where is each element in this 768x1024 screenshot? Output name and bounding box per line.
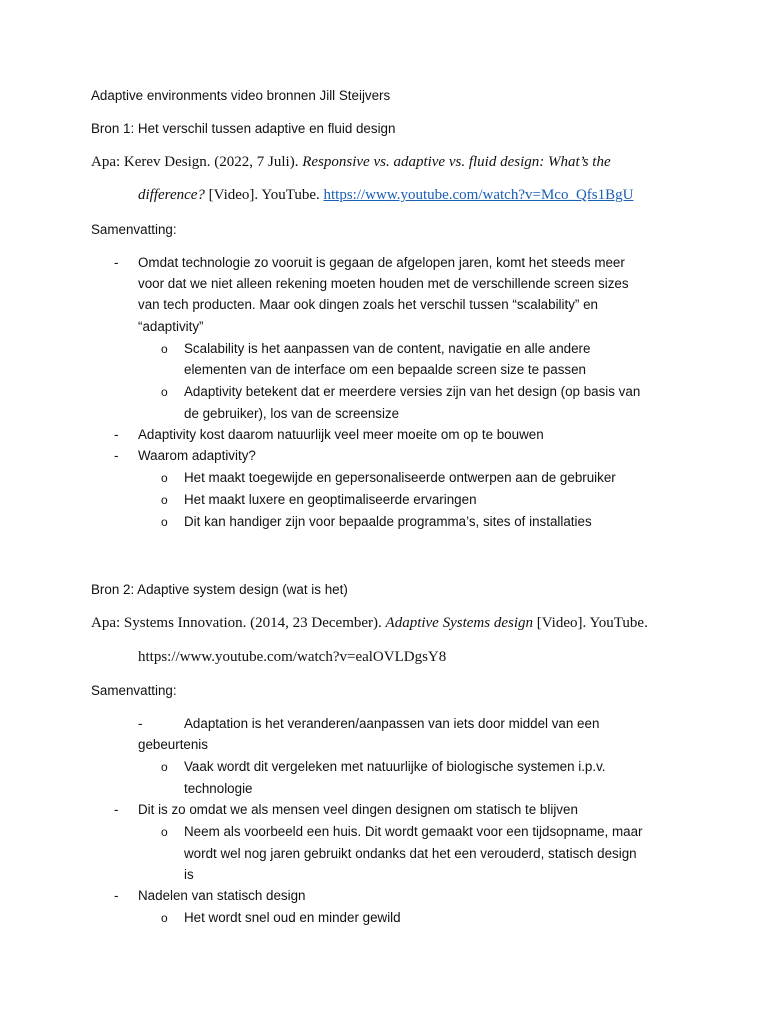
source1-bullet1-line4: “adaptivity” [138,319,204,334]
source2-sub2-line2: wordt wel nog jaren gebruikt ondanks dat het een verouderd, statisch design [184,846,637,861]
source1-sub3: Het maakt toegewijde en gepersonaliseerde ontwerpen aan de gebruiker [184,470,616,485]
bullet-marker: - [114,448,119,463]
source1-sub4: Het maakt luxere en geoptimaliseerde ervaringen [184,492,477,507]
source2-apa-title: Adaptive Systems design [385,615,533,631]
sub-bullet-marker: o [161,385,168,399]
source1-apa-line2 [138,186,633,204]
source1-bullet3: Waarom adaptivity? [138,448,256,463]
source2-video-url[interactable]: https://www.youtube.com/watch?v=ealOVLDgsY8 [138,649,447,665]
source1-apa-suffix: [Video]. YouTube. [204,187,324,203]
sub-bullet-marker: o [161,493,168,507]
bullet-marker: - [114,427,119,442]
source1-sub2-line2: de gebruiker), los van de screensize [184,406,400,421]
sub-bullet-marker: o [161,342,168,356]
source1-sub2-line1: Adaptivity betekent dat er meerdere versies zijn van het design (op basis van [184,384,641,399]
sub-bullet-marker: o [161,760,168,774]
bullet-marker: - [114,802,119,817]
source2-bullet1-line1: Adaptation is het veranderen/aanpassen van iets door middel van een [184,716,600,731]
source1-bullet1-line3: van tech producten. Maar ook dingen zoals het verschil tussen “scalability” en [138,297,598,312]
sub-bullet-marker: o [161,515,168,529]
source1-video-link[interactable]: https://www.youtube.com/watch?v=Mco_Qfs1BgU [323,187,634,203]
source1-heading: Bron 1: Het verschil tussen adaptive en fluid design [91,121,396,136]
source1-apa-title-line1: Responsive vs. adaptive vs. fluid design: What’s the [302,154,611,170]
source1-apa-title-line2: difference? [138,187,205,203]
source1-sub1-line1: Scalability is het aanpassen van de content, navigatie en alle andere [184,341,591,356]
source2-apa-line1 [91,614,648,632]
document-title: Adaptive environments video bronnen Jill Steijvers [91,88,391,103]
source2-sub1-line1: Vaak wordt dit vergeleken met natuurlijke of biologische systemen i.p.v. [184,759,606,774]
source2-summary-label: Samenvatting: [91,683,177,698]
source1-sub1-line2: elementen van de interface om een bepaalde screen size te passen [184,362,586,377]
source1-summary-label: Samenvatting: [91,222,177,237]
source2-sub1-line2: technologie [184,781,253,796]
sub-bullet-marker: o [161,471,168,485]
source2-apa-suffix: [Video]. YouTube. [533,615,648,631]
source1-bullet1-line1: Omdat technologie zo vooruit is gegaan de afgelopen jaren, komt het steeds meer [138,255,625,270]
source2-bullet1-line2: gebeurtenis [138,737,208,752]
bullet-marker: - [114,255,119,270]
source2-sub2-line1: Neem als voorbeeld een huis. Dit wordt gemaakt voor een tijdsopname, maar [184,824,643,839]
sub-bullet-marker: o [161,825,168,839]
source1-bullet1-line2: voor dat we niet alleen rekening moeten houden met de verschillende screen sizes [138,276,629,291]
source2-sub2-line3: is [184,867,194,882]
sub-bullet-marker: o [161,911,168,925]
bullet-marker: - [138,716,143,731]
source2-bullet2: Dit is zo omdat we als mensen veel dingen designen om statisch te blijven [138,802,578,817]
source2-apa-prefix: Apa: Systems Innovation. (2014, 23 December). [91,615,386,631]
source2-heading: Bron 2: Adaptive system design (wat is het) [91,582,348,597]
source2-bullet3: Nadelen van statisch design [138,888,306,903]
bullet-marker: - [114,888,119,903]
source1-bullet2: Adaptivity kost daarom natuurlijk veel meer moeite om op te bouwen [138,427,544,442]
source2-sub3: Het wordt snel oud en minder gewild [184,910,401,925]
source1-sub5: Dit kan handiger zijn voor bepaalde programma’s, sites of installaties [184,514,592,529]
source1-apa-prefix: Apa: Kerev Design. (2022, 7 Juli). [91,154,303,170]
source1-apa-line1 [91,153,611,171]
